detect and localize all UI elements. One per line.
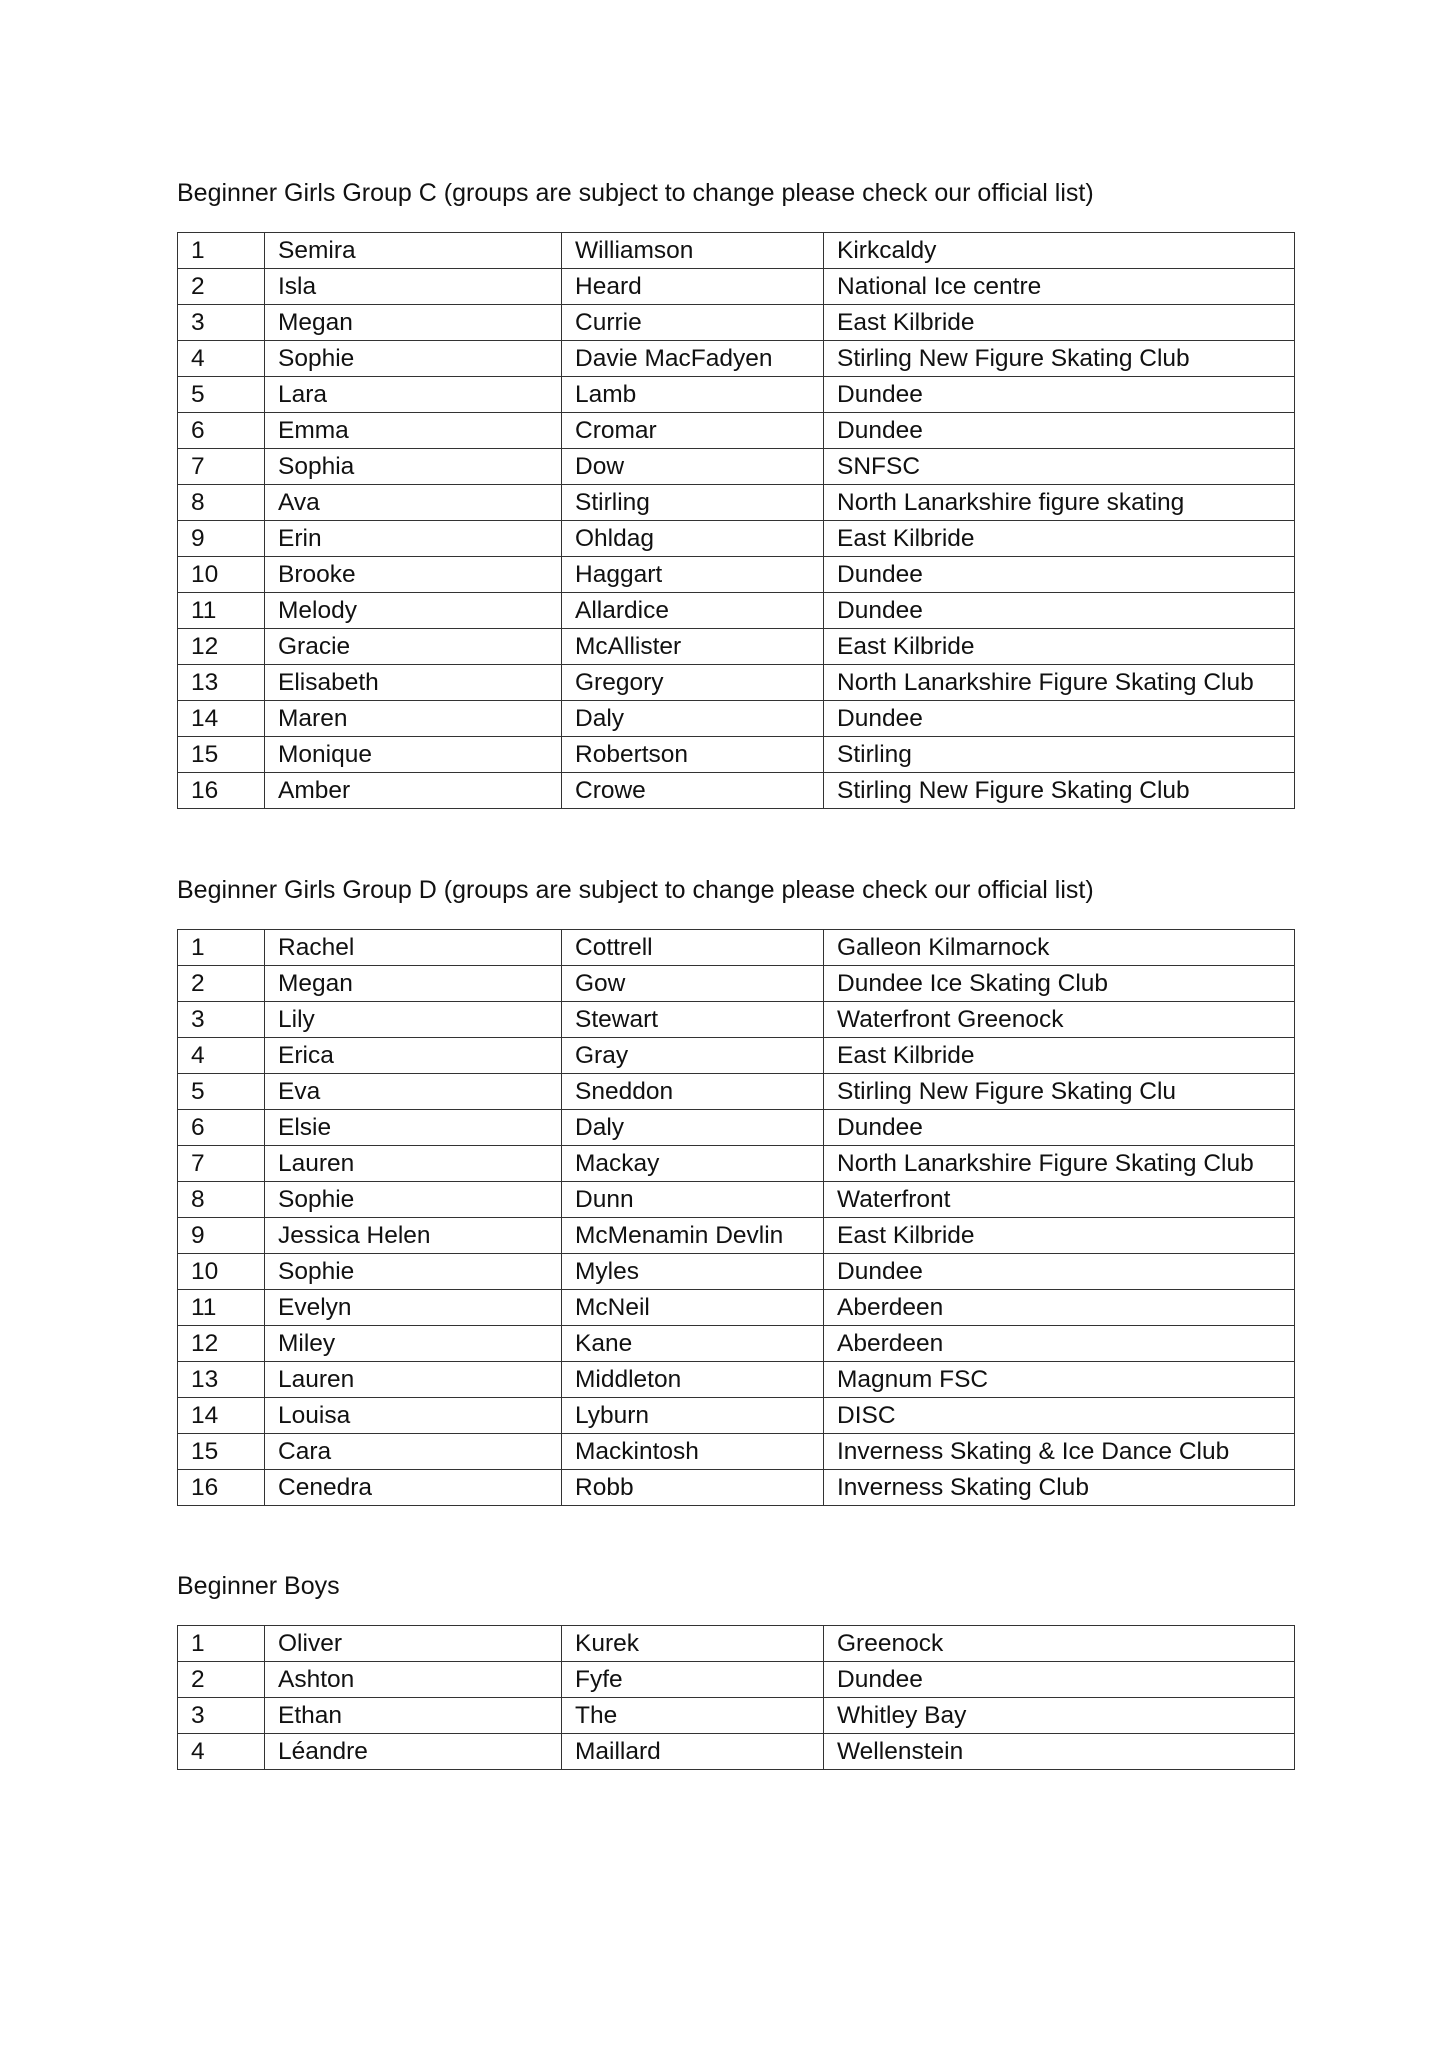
table-row	[178, 413, 1295, 449]
row-number: 1	[178, 1626, 265, 1662]
row-number: 2	[178, 1662, 265, 1698]
table-row	[178, 737, 1295, 773]
row-number: 15	[178, 1434, 265, 1470]
last-name-cell: Kane	[562, 1326, 824, 1362]
club-cell: Whitley Bay	[824, 1698, 1295, 1734]
row-number: 13	[178, 665, 265, 701]
row-number: 9	[178, 521, 265, 557]
first-name-cell: Ashton	[265, 1662, 562, 1698]
roster-table-group-c	[177, 232, 1295, 809]
last-name-cell: Lyburn	[562, 1398, 824, 1434]
last-name-cell: Fyfe	[562, 1662, 824, 1698]
last-name-cell: Gregory	[562, 665, 824, 701]
first-name-cell: Miley	[265, 1326, 562, 1362]
row-number: 6	[178, 1110, 265, 1146]
club-cell: East Kilbride	[824, 1218, 1295, 1254]
row-number: 14	[178, 1398, 265, 1434]
table-row	[178, 521, 1295, 557]
last-name-cell: Ohldag	[562, 521, 824, 557]
last-name-cell: Daly	[562, 701, 824, 737]
row-number: 7	[178, 1146, 265, 1182]
club-cell: North Lanarkshire Figure Skating Club	[824, 665, 1295, 701]
first-name-cell: Rachel	[265, 930, 562, 966]
club-cell: Magnum FSC	[824, 1362, 1295, 1398]
table-row	[178, 1146, 1295, 1182]
club-cell: Stirling New Figure Skating Clu	[824, 1074, 1295, 1110]
row-number: 10	[178, 1254, 265, 1290]
first-name-cell: Isla	[265, 269, 562, 305]
row-number: 8	[178, 485, 265, 521]
last-name-cell: McMenamin Devlin	[562, 1218, 824, 1254]
first-name-cell: Erin	[265, 521, 562, 557]
first-name-cell: Megan	[265, 305, 562, 341]
row-number: 2	[178, 966, 265, 1002]
table-row	[178, 1326, 1295, 1362]
row-number: 12	[178, 1326, 265, 1362]
table-row	[178, 1434, 1295, 1470]
last-name-cell: Haggart	[562, 557, 824, 593]
table-row	[178, 269, 1295, 305]
club-cell: Greenock	[824, 1626, 1295, 1662]
club-cell: Dundee	[824, 701, 1295, 737]
club-cell: Aberdeen	[824, 1326, 1295, 1362]
last-name-cell: Mackintosh	[562, 1434, 824, 1470]
first-name-cell: Ethan	[265, 1698, 562, 1734]
club-cell: East Kilbride	[824, 1038, 1295, 1074]
last-name-cell: Williamson	[562, 233, 824, 269]
club-cell: East Kilbride	[824, 521, 1295, 557]
last-name-cell: The	[562, 1698, 824, 1734]
last-name-cell: Crowe	[562, 773, 824, 809]
first-name-cell: Maren	[265, 701, 562, 737]
table-row	[178, 1698, 1295, 1734]
table-row	[178, 773, 1295, 809]
table-row	[178, 1110, 1295, 1146]
section-title-group-d: Beginner Girls Group D (groups are subject to change please check our official list)	[177, 876, 1094, 904]
last-name-cell: Stewart	[562, 1002, 824, 1038]
first-name-cell: Sophia	[265, 449, 562, 485]
club-cell: Dundee	[824, 1662, 1295, 1698]
table-row	[178, 1662, 1295, 1698]
row-number: 4	[178, 341, 265, 377]
club-cell: Stirling New Figure Skating Club	[824, 341, 1295, 377]
last-name-cell: Middleton	[562, 1362, 824, 1398]
last-name-cell: Kurek	[562, 1626, 824, 1662]
table-row	[178, 449, 1295, 485]
row-number: 15	[178, 737, 265, 773]
last-name-cell: Gow	[562, 966, 824, 1002]
last-name-cell: Mackay	[562, 1146, 824, 1182]
last-name-cell: Dow	[562, 449, 824, 485]
club-cell: Inverness Skating & Ice Dance Club	[824, 1434, 1295, 1470]
table-row	[178, 701, 1295, 737]
club-cell: North Lanarkshire Figure Skating Club	[824, 1146, 1295, 1182]
last-name-cell: Allardice	[562, 593, 824, 629]
first-name-cell: Sophie	[265, 1254, 562, 1290]
table-row	[178, 1362, 1295, 1398]
table-row	[178, 593, 1295, 629]
first-name-cell: Evelyn	[265, 1290, 562, 1326]
row-number: 5	[178, 1074, 265, 1110]
table-row	[178, 1398, 1295, 1434]
table-row	[178, 1470, 1295, 1506]
table-row	[178, 1626, 1295, 1662]
table-row	[178, 557, 1295, 593]
section-title-beginner-boys: Beginner Boys	[177, 1572, 340, 1600]
last-name-cell: Currie	[562, 305, 824, 341]
last-name-cell: McAllister	[562, 629, 824, 665]
row-number: 1	[178, 930, 265, 966]
last-name-cell: Stirling	[562, 485, 824, 521]
last-name-cell: Sneddon	[562, 1074, 824, 1110]
table-row	[178, 1254, 1295, 1290]
first-name-cell: Erica	[265, 1038, 562, 1074]
club-cell: Inverness Skating Club	[824, 1470, 1295, 1506]
club-cell: North Lanarkshire figure skating	[824, 485, 1295, 521]
last-name-cell: Maillard	[562, 1734, 824, 1770]
club-cell: Dundee	[824, 557, 1295, 593]
first-name-cell: Semira	[265, 233, 562, 269]
club-cell: Dundee	[824, 413, 1295, 449]
row-number: 11	[178, 1290, 265, 1326]
club-cell: Dundee	[824, 377, 1295, 413]
first-name-cell: Oliver	[265, 1626, 562, 1662]
table-row	[178, 1002, 1295, 1038]
first-name-cell: Lily	[265, 1002, 562, 1038]
row-number: 5	[178, 377, 265, 413]
club-cell: Stirling	[824, 737, 1295, 773]
table-row	[178, 1734, 1295, 1770]
club-cell: Stirling New Figure Skating Club	[824, 773, 1295, 809]
last-name-cell: McNeil	[562, 1290, 824, 1326]
club-cell: Dundee	[824, 1110, 1295, 1146]
first-name-cell: Sophie	[265, 1182, 562, 1218]
roster-table-group-d	[177, 929, 1295, 1506]
first-name-cell: Sophie	[265, 341, 562, 377]
last-name-cell: Gray	[562, 1038, 824, 1074]
club-cell: Aberdeen	[824, 1290, 1295, 1326]
first-name-cell: Lauren	[265, 1146, 562, 1182]
first-name-cell: Elsie	[265, 1110, 562, 1146]
first-name-cell: Jessica Helen	[265, 1218, 562, 1254]
first-name-cell: Gracie	[265, 629, 562, 665]
table-row	[178, 629, 1295, 665]
row-number: 3	[178, 305, 265, 341]
table-row	[178, 1074, 1295, 1110]
last-name-cell: Lamb	[562, 377, 824, 413]
table-row	[178, 1218, 1295, 1254]
row-number: 3	[178, 1698, 265, 1734]
row-number: 4	[178, 1734, 265, 1770]
last-name-cell: Daly	[562, 1110, 824, 1146]
first-name-cell: Cara	[265, 1434, 562, 1470]
club-cell: Dundee Ice Skating Club	[824, 966, 1295, 1002]
row-number: 6	[178, 413, 265, 449]
last-name-cell: Myles	[562, 1254, 824, 1290]
row-number: 8	[178, 1182, 265, 1218]
last-name-cell: Davie MacFadyen	[562, 341, 824, 377]
first-name-cell: Léandre	[265, 1734, 562, 1770]
club-cell: Waterfront	[824, 1182, 1295, 1218]
club-cell: East Kilbride	[824, 629, 1295, 665]
row-number: 14	[178, 701, 265, 737]
table-row	[178, 1038, 1295, 1074]
table-row	[178, 665, 1295, 701]
last-name-cell: Robertson	[562, 737, 824, 773]
club-cell: National Ice centre	[824, 269, 1295, 305]
row-number: 16	[178, 1470, 265, 1506]
table-row	[178, 233, 1295, 269]
row-number: 2	[178, 269, 265, 305]
first-name-cell: Emma	[265, 413, 562, 449]
first-name-cell: Louisa	[265, 1398, 562, 1434]
first-name-cell: Amber	[265, 773, 562, 809]
row-number: 9	[178, 1218, 265, 1254]
club-cell: Dundee	[824, 593, 1295, 629]
row-number: 7	[178, 449, 265, 485]
table-row	[178, 1290, 1295, 1326]
row-number: 3	[178, 1002, 265, 1038]
row-number: 11	[178, 593, 265, 629]
table-row	[178, 305, 1295, 341]
last-name-cell: Cottrell	[562, 930, 824, 966]
last-name-cell: Cromar	[562, 413, 824, 449]
club-cell: Galleon Kilmarnock	[824, 930, 1295, 966]
first-name-cell: Lara	[265, 377, 562, 413]
roster-table-beginner-boys	[177, 1625, 1295, 1770]
first-name-cell: Melody	[265, 593, 562, 629]
club-cell: DISC	[824, 1398, 1295, 1434]
club-cell: Kirkcaldy	[824, 233, 1295, 269]
first-name-cell: Megan	[265, 966, 562, 1002]
table-row	[178, 930, 1295, 966]
club-cell: Wellenstein	[824, 1734, 1295, 1770]
table-row	[178, 1182, 1295, 1218]
table-row	[178, 341, 1295, 377]
club-cell: Waterfront Greenock	[824, 1002, 1295, 1038]
row-number: 4	[178, 1038, 265, 1074]
row-number: 13	[178, 1362, 265, 1398]
club-cell: SNFSC	[824, 449, 1295, 485]
first-name-cell: Eva	[265, 1074, 562, 1110]
last-name-cell: Heard	[562, 269, 824, 305]
last-name-cell: Dunn	[562, 1182, 824, 1218]
club-cell: East Kilbride	[824, 305, 1295, 341]
row-number: 10	[178, 557, 265, 593]
table-row	[178, 485, 1295, 521]
last-name-cell: Robb	[562, 1470, 824, 1506]
first-name-cell: Cenedra	[265, 1470, 562, 1506]
first-name-cell: Brooke	[265, 557, 562, 593]
section-title-group-c: Beginner Girls Group C (groups are subject to change please check our official list)	[177, 179, 1094, 207]
table-row	[178, 377, 1295, 413]
first-name-cell: Elisabeth	[265, 665, 562, 701]
first-name-cell: Lauren	[265, 1362, 562, 1398]
row-number: 16	[178, 773, 265, 809]
first-name-cell: Ava	[265, 485, 562, 521]
row-number: 1	[178, 233, 265, 269]
table-row	[178, 966, 1295, 1002]
row-number: 12	[178, 629, 265, 665]
first-name-cell: Monique	[265, 737, 562, 773]
club-cell: Dundee	[824, 1254, 1295, 1290]
